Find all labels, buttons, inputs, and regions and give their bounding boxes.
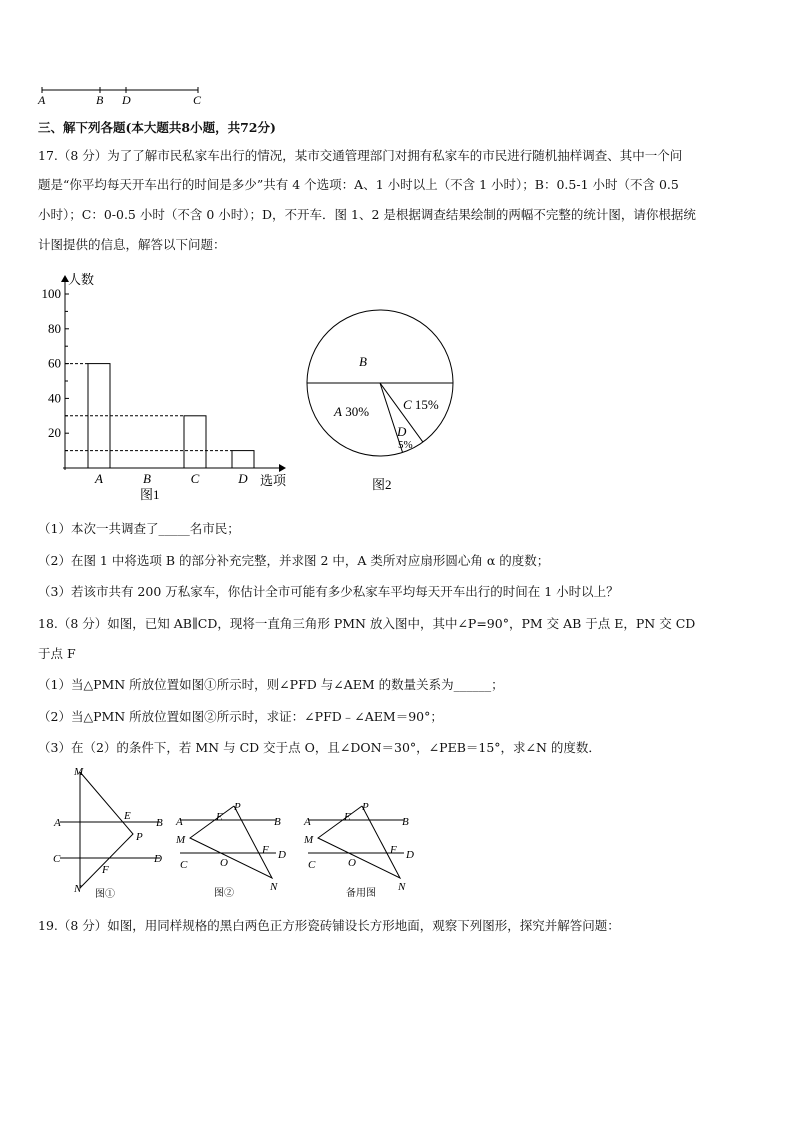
bar-y-tick-label: 60 — [48, 355, 61, 371]
fig2-label-e: E — [216, 811, 223, 823]
q18-sub-1: （1）当△PMN 所放位置如图①所示时，则∠PFD 与∠AEM 的数量关系为______； — [38, 677, 504, 692]
fig3-label-o: O — [348, 857, 356, 869]
fig1-label-d: D — [154, 853, 162, 865]
pie-label-c: C 15% — [403, 397, 439, 412]
fig3-label-f: F — [390, 844, 397, 856]
fig2-label-m: M — [176, 834, 186, 846]
fig3-label-d: D — [406, 849, 414, 861]
fig1-caption: 图① — [95, 889, 115, 900]
q18-line-1: 18.（8 分）如图，已知 AB∥CD，现将一直角三角形 PMN 放入图中，其中∠P=90°，PM 交 AB 于点 E，PN 交 CD — [38, 616, 696, 631]
q19-line-1: 19.（8 分）如图，用同样规格的黑白两色正方形瓷砖铺设长方形地面，观察下列图形，探究并解答问题： — [38, 918, 620, 933]
fig1-label-c: C — [53, 853, 61, 865]
fig3-label-b: B — [402, 816, 409, 828]
pie-chart-figure-2 — [300, 300, 470, 500]
fig1-label-b: B — [156, 817, 163, 829]
bar-C — [184, 416, 206, 468]
q18-sub-3: （3）在（2）的条件下，若 MN 与 CD 交于点 O，且∠DON＝30°，∠PEB＝15°，求∠N 的度数． — [38, 740, 601, 755]
segment-label-b: B — [96, 93, 104, 107]
fig3-label-e: E — [344, 811, 351, 823]
pie-value-d: 5% — [398, 439, 413, 451]
bar-caption: 图1 — [140, 487, 160, 502]
q18-sub-2: （2）当△PMN 所放位置如图②所示时，求证：∠PFD﹣∠AEM＝90°； — [38, 709, 443, 724]
bar-xlabel: 选项 — [260, 473, 287, 488]
bar-x-tick-label: C — [190, 471, 200, 486]
q17-line-1: 17.（8 分）为了了解市民私家车出行的情况，某市交通管理部门对拥有私家车的市民进行随机抽样调查、其中一个问 — [38, 148, 683, 163]
q17-sub-2: （2）在图 1 中将选项 B 的部分补充完整，并求图 2 中，A 类所对应扇形圆心角 α 的度数； — [38, 553, 550, 568]
bar-y-tick-label: 100 — [41, 286, 61, 301]
q17-sub-1: （1）本次一共调查了_____名市民； — [38, 521, 240, 536]
fig3-label-c: C — [308, 859, 316, 871]
bar-D — [232, 451, 254, 468]
fig2-label-d: D — [278, 849, 286, 861]
fig1-label-e: E — [124, 810, 131, 822]
fig3-label-m: M — [304, 834, 314, 846]
segment-label-c: C — [193, 93, 202, 107]
fig2-label-f: F — [262, 844, 269, 856]
fig1-label-n: N — [74, 883, 82, 895]
fig1-label-f: F — [102, 864, 109, 876]
segment-figure — [36, 84, 216, 108]
q18-line-2: 于点 F — [38, 646, 76, 661]
segment-label-d: D — [122, 93, 131, 107]
fig3-label-p: P — [362, 801, 369, 813]
fig2-label-p: P — [234, 801, 241, 813]
pie-caption: 图2 — [372, 477, 392, 492]
bar-x-tick-label: B — [143, 471, 151, 486]
fig3-label-a: A — [304, 816, 311, 828]
fig2-label-b: B — [274, 816, 281, 828]
geometry-figure-2 — [172, 798, 297, 903]
bar-x-tick-label: A — [95, 471, 103, 486]
fig3-label-n: N — [398, 881, 406, 893]
segment-label-a: A — [38, 93, 46, 107]
bar-y-tick-label: 80 — [48, 320, 61, 336]
geometry-figure-1 — [50, 764, 175, 904]
q17-line-3: 小时）；C：0-0.5 小时（不含 0 小时）；D，不开车．图 1、2 是根据调查结果绘制的两幅不完整的统计图，请你根据统 — [38, 207, 696, 222]
fig3-caption: 备用图 — [346, 888, 376, 899]
fig2-label-o: O — [220, 857, 228, 869]
geometry-figure-3 — [300, 798, 425, 903]
section-heading: 三、解下列各题(本大题共8小题，共72分) — [38, 120, 276, 135]
q17-sub-3: （3）若该市共有 200 万私家车，你估计全市可能有多少私家车平均每天开车出行的时间在 1 小时以上？ — [38, 584, 619, 599]
pie-label-d: D — [397, 424, 407, 439]
fig2-label-c: C — [180, 859, 188, 871]
bar-y-tick-label: 40 — [48, 390, 61, 406]
bar-x-tick-label: D — [238, 471, 248, 486]
fig1-label-a: A — [54, 817, 61, 829]
bar-ylabel: 人数 — [68, 272, 95, 287]
fig2-caption: 图② — [214, 888, 234, 899]
pie-label-a: A 30% — [334, 404, 370, 419]
fig1-label-p: P — [136, 831, 143, 843]
fig2-label-n: N — [270, 881, 278, 893]
bar-y-tick-label: 20 — [48, 425, 61, 441]
q17-line-4: 计图提供的信息，解答以下问题： — [38, 237, 226, 252]
q17-line-2: 题是“你平均每天开车出行的时间是多少”共有 4 个选项：A、1 小时以上（不含 1 小时）；B：0.5-1 小时（不含 0.5 — [38, 177, 679, 192]
fig2-label-a: A — [176, 816, 183, 828]
bar-chart-figure-1 — [30, 268, 300, 508]
fig1-label-m: M — [74, 766, 84, 778]
pie-label-b: B — [359, 354, 367, 369]
